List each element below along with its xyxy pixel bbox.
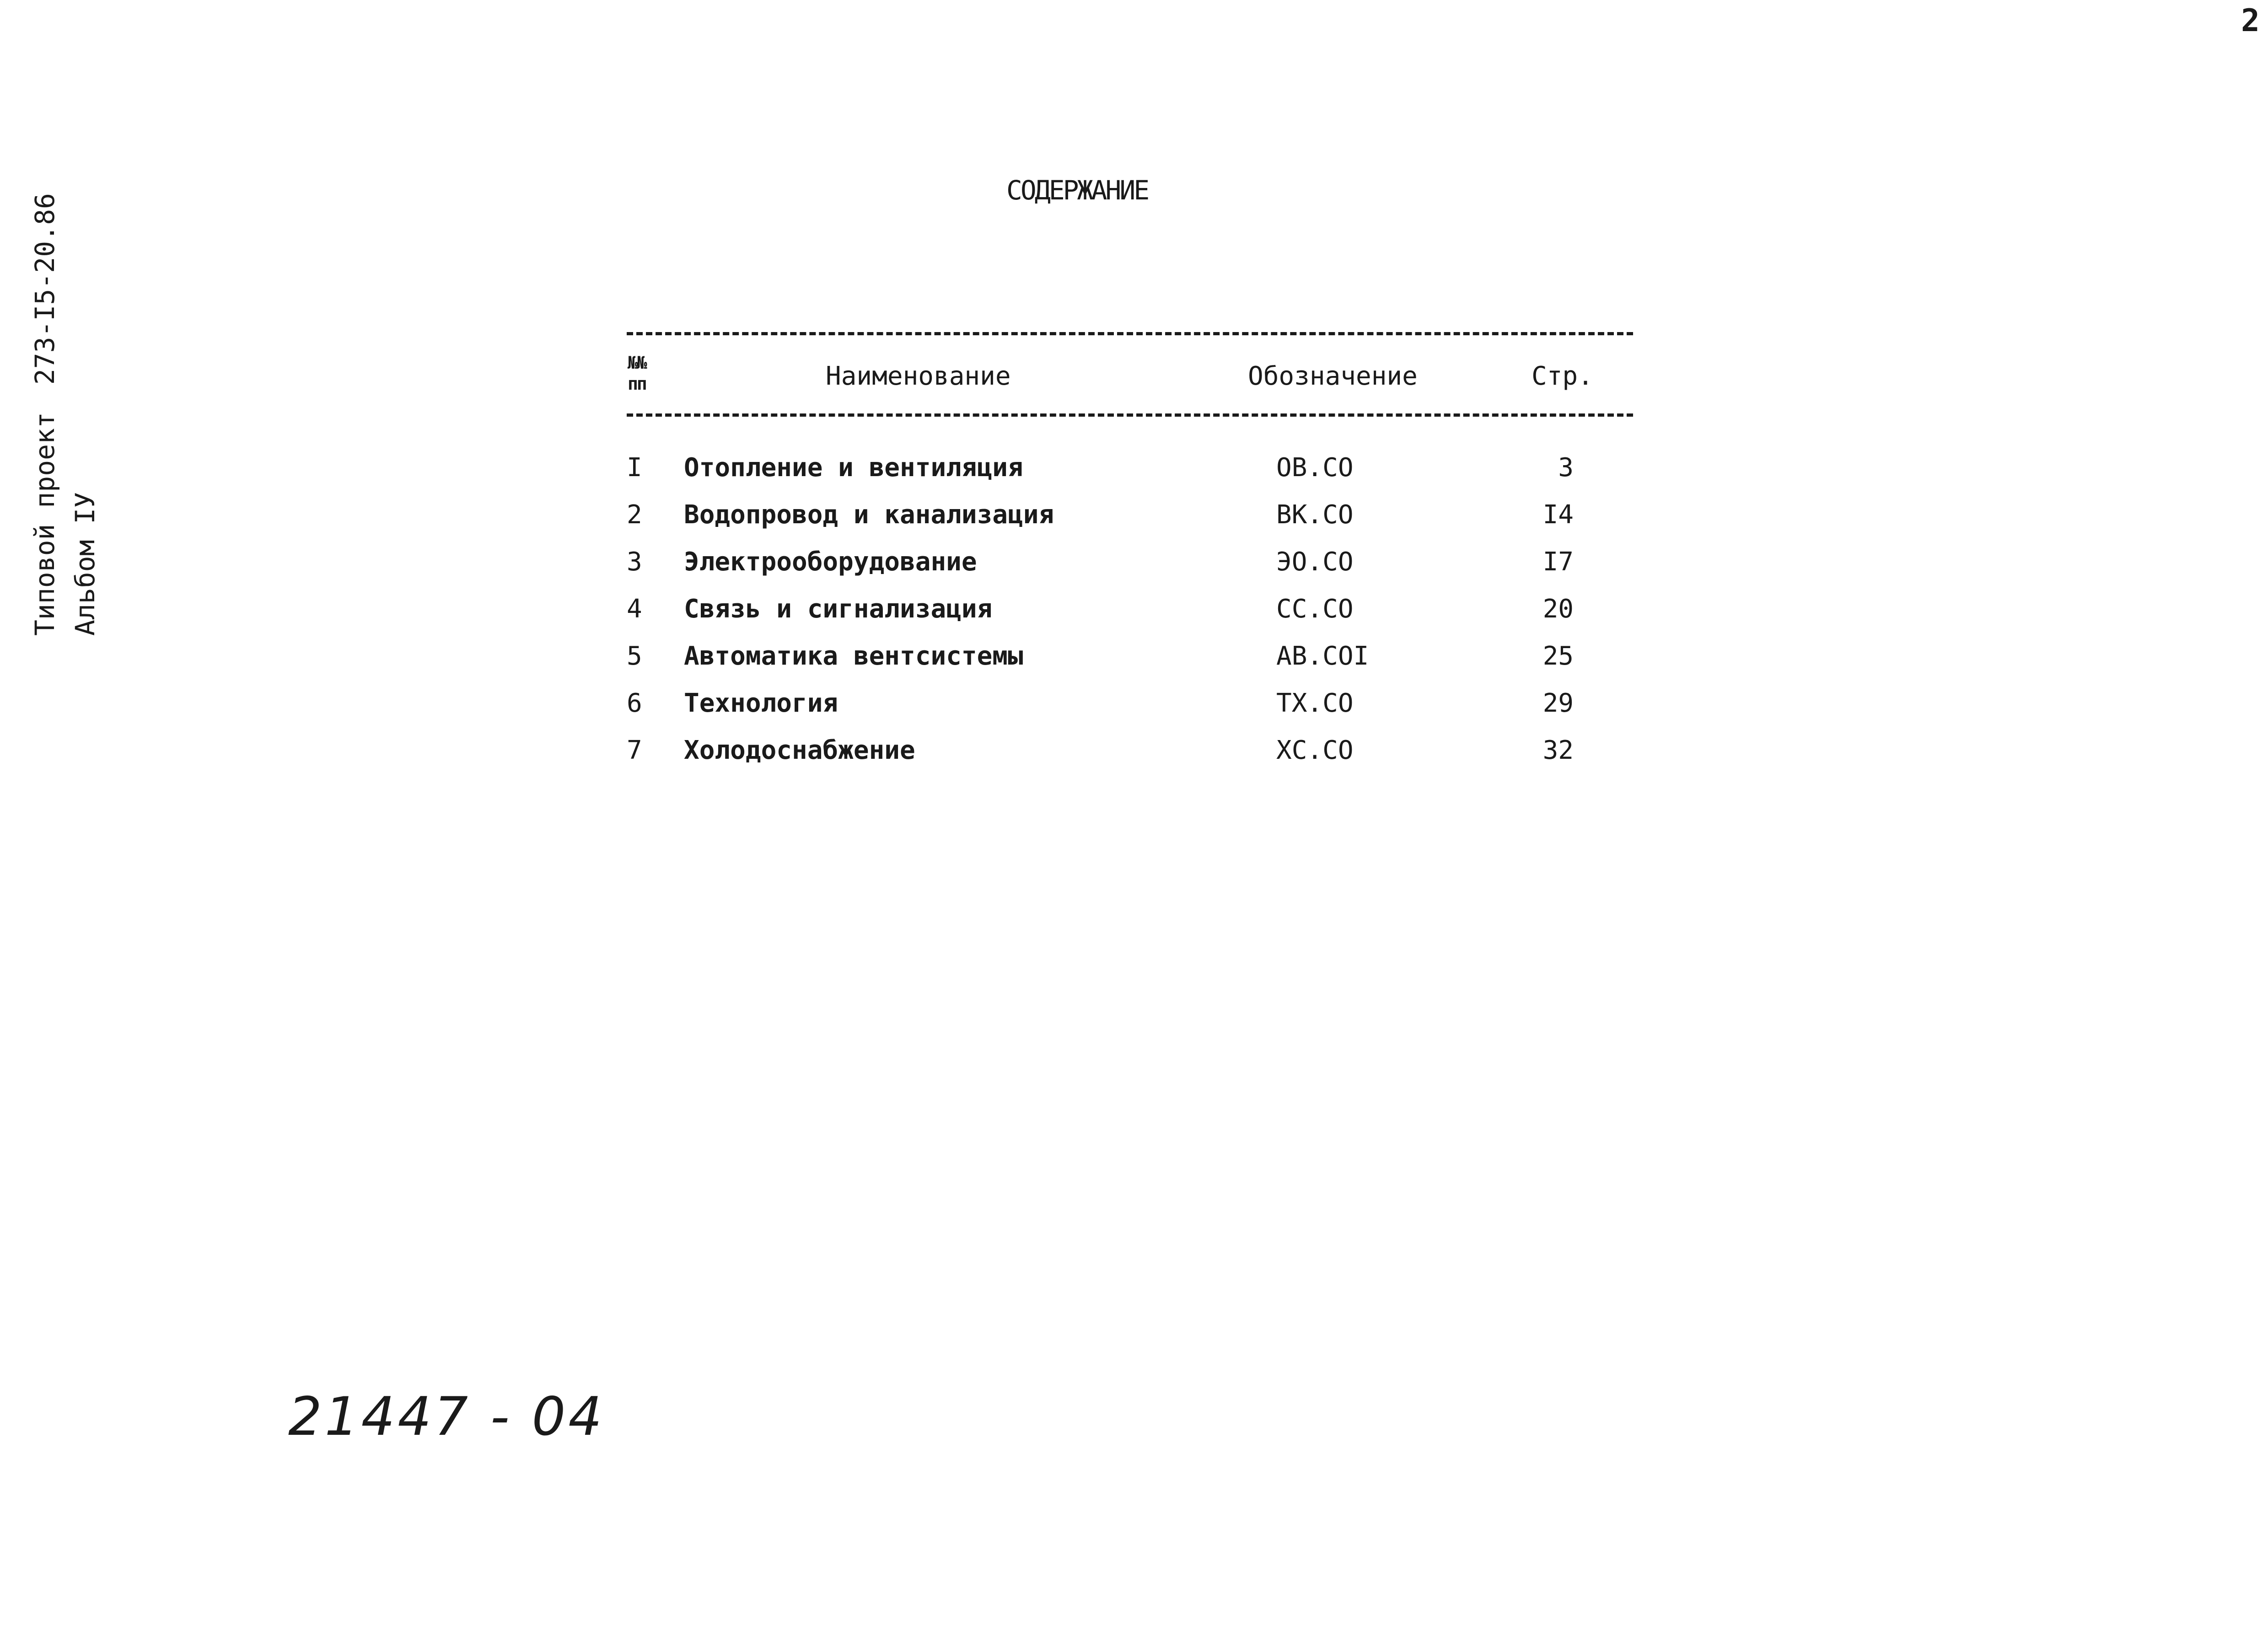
row-number: 7 [627,735,642,765]
table-row [0,500,2268,547]
row-code: СС.СО [1276,594,1354,624]
table-row [0,594,2268,641]
page-number: 2 [2241,3,2260,39]
row-name: Водопровод и канализация [684,500,1054,530]
table-row [0,547,2268,594]
header-number-bottom: пп [628,374,646,394]
row-name: Отопление и вентиляция [684,453,1023,483]
header-page: Стр. [1532,361,1593,391]
inventory-number: 21447 - 04 [288,1386,605,1448]
header-name: Наименование [826,361,1011,391]
row-number: 2 [627,500,642,530]
row-page: 29 [1542,688,1574,718]
row-page: 20 [1542,594,1574,624]
row-code: ТХ.СО [1276,688,1354,718]
row-number: I [627,453,642,483]
table-row [0,453,2268,500]
header-number [628,352,646,394]
contents-table [0,453,2268,783]
row-name: Технология [684,688,838,718]
page-title: СОДЕРЖАНИЕ [1006,175,1148,206]
table-top-rule [627,332,1633,335]
row-page: 25 [1542,641,1574,671]
project-type-label: Типовой проект [29,412,60,636]
row-page: 32 [1542,735,1574,765]
row-number: 4 [627,594,642,624]
album-label: Альбом IУ [70,492,101,636]
row-code: ЭО.СО [1276,547,1354,577]
header-code: Обозначение [1248,361,1418,391]
row-name: Электрооборудование [684,547,977,577]
table-header-rule [627,413,1633,417]
project-code: 273-I5-20.86 [29,193,60,385]
row-number: 3 [627,547,642,577]
row-page: 3 [1558,453,1574,483]
row-code: ХС.СО [1276,735,1354,765]
header-number-top: №№ [628,353,646,373]
row-name: Холодоснабжение [684,735,915,765]
table-row [0,688,2268,735]
row-code: ВК.СО [1276,500,1354,530]
table-row [0,641,2268,688]
row-name: Связь и сигнализация [684,594,993,624]
row-page: I4 [1542,500,1574,530]
row-page: I7 [1542,547,1574,577]
table-row [0,735,2268,783]
row-number: 6 [627,688,642,718]
row-name: Автоматика вентсистемы [684,641,1023,671]
row-code: АВ.СОI [1276,641,1369,671]
row-number: 5 [627,641,642,671]
row-code: ОВ.СО [1276,453,1354,483]
